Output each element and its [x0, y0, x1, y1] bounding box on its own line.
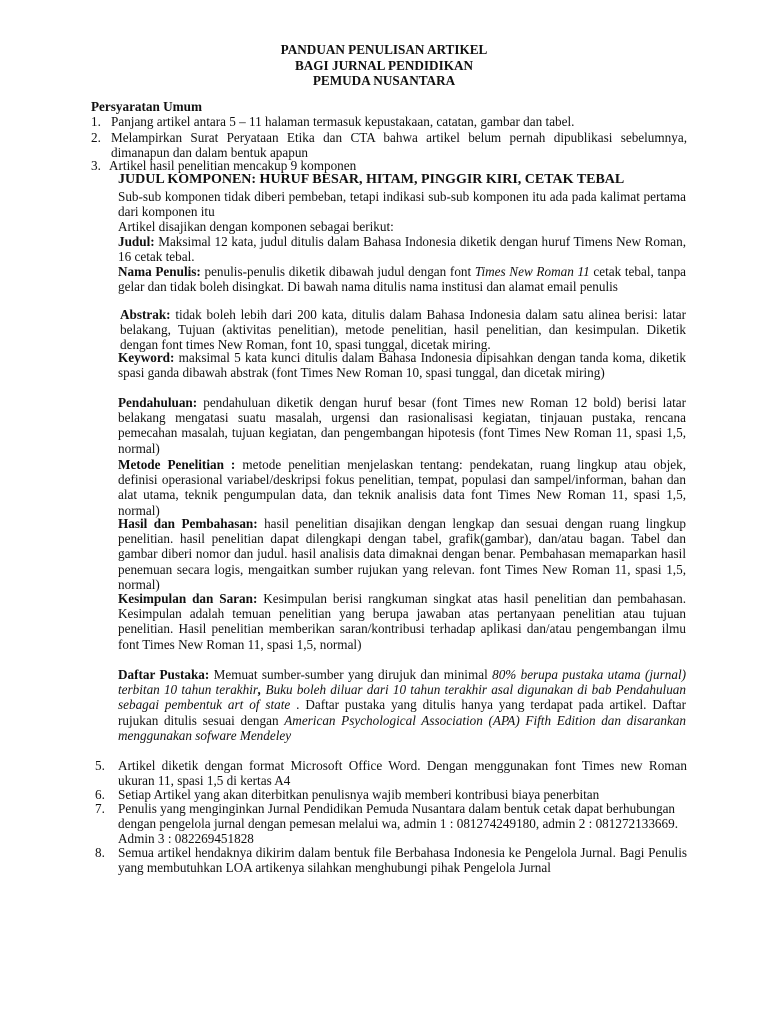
component-text-cont: . Daftar pustaka yang ditulis hanya yang terdapat pada artikel. Daftar rujukan ditulis sesuai dengan — [118, 697, 686, 728]
item-number: 6. — [95, 787, 105, 802]
component-text: pendahuluan diketik dengan huruf besar (font Times new Roman 12 bold) berisi latar belakang mengatasi suatu masalah, urgensi dan rasionalisasi kegiatan, tinjauan pustaka, rencana pemecahan masalah, tujuan kegiatan, dan pengembangan hipotesis (font Times New Roman 11, spasi 1,5, normal) — [118, 395, 686, 456]
item-number: 8. — [95, 845, 105, 860]
list-item-3 — [91, 158, 687, 173]
component-text: Kesimpulan berisi rangkuman singkat atas hasil penelitian dan pembahasan. Kesimpulan adalah temuan penelitian yang berupa jawaban atas pertanyaan penelitian atau tujuan penelitian. Hasil penelitian memberikan saran/kontribusi terhadap aplikasi dan/atau pengembangan ilmu font Times New Roman 11, spasi 1,5, normal) — [118, 591, 686, 652]
document-title — [0, 42, 768, 89]
list-item-5 — [95, 758, 687, 788]
item-text: Semua artikel hendaknya dikirim dalam bentuk file Berbahasa Indonesia ke Pengelola Jurnal. Bagi Penulis yang membutuhkan LOA artikenya silahkan menghubungi pihak Pengelola Jurnal — [118, 845, 687, 876]
component-label: Hasil dan Pembahasan: — [118, 516, 258, 531]
component-hasil — [118, 516, 686, 592]
list-item-6 — [95, 787, 687, 802]
list-item-8 — [95, 845, 687, 875]
component-keyword — [118, 350, 686, 380]
list-item-7 — [95, 801, 687, 847]
component-text: penulis-penulis diketik dibawah judul dengan font — [200, 264, 475, 279]
item-number: 5. — [95, 758, 105, 773]
components-intro-2: Artikel disajikan dengan komponen sebagai berikut: — [118, 219, 394, 234]
item-text: Artikel diketik dengan format Microsoft Office Word. Dengan menggunakan font Times new Roman ukuran 11, spasi 1,5 di kertas A4 — [118, 758, 687, 789]
component-metode — [118, 457, 686, 518]
component-text: maksimal 5 kata kunci ditulis dalam Bahasa Indonesia dipisahkan dengan tanda koma, diketik spasi ganda dibawah abstrak (font Times New Roman 10, spasi tunggal, dan dicetak miring) — [118, 350, 686, 381]
component-abstrak — [120, 307, 686, 353]
component-label: Pendahuluan: — [118, 395, 198, 410]
component-label: Metode Penelitian : — [118, 457, 236, 472]
section-heading: Persyaratan Umum — [91, 99, 202, 114]
component-italic-text-3: American Psychological Association (APA) Fifth Edition dan disarankan menggunakan sofware Mendeley — [118, 712, 686, 743]
component-bold-comma: , — [258, 682, 262, 698]
item-text: Panjang artikel antara 5 – 11 halaman termasuk kepustakaan, catatan, gambar dan tabel. — [111, 114, 575, 129]
component-text: Maksimal 12 kata, judul ditulis dalam Bahasa Indonesia diketik dengan huruf Timens New Roman, 16 cetak tebal. — [118, 234, 686, 265]
component-nama-penulis — [118, 264, 686, 294]
components-intro: Sub-sub komponen tidak diberi pembeban, tetapi indikasi sub-sub komponen itu ada pada kalimat pertama dari komponen itu — [118, 189, 686, 220]
component-font-name: Times New Roman 11 — [474, 264, 590, 279]
component-text: tidak boleh lebih dari 200 kata, ditulis dalam Bahasa Indonesia dalam satu alinea berisi: latar belakang, Tujuan (aktivitas penelitian), metode penelitian, hasil penelitian, dan kesimpulan. Diketik dengan font times New Roman, font 10, spasi tunggal, dicetak miring. — [120, 307, 686, 353]
title-line-2: BAGI JURNAL PENDIDIKAN — [294, 57, 474, 73]
component-italic-text: 80% berupa pustaka utama (jurnal) terbitan 10 tahun terakhir — [118, 667, 686, 698]
item-number: 1. — [91, 114, 101, 129]
list-item-2 — [91, 130, 687, 160]
component-text-cont: cetak tebal, tanpa gelar dan tidak boleh disingkat. Di bawah nama ditulis nama institusi dan alamat email penulis — [118, 264, 687, 295]
item-text: Artikel hasil penelitian mencakup 9 komponen — [109, 158, 357, 173]
title-line-3: PEMUDA NUSANTARA — [312, 73, 456, 88]
item-number: 7. — [95, 801, 105, 816]
item-text: Melampirkan Surat Peryataan Etika dan CTA bahwa artikel belum pernah dipublikasi sebelumnya, dimanapun dan dalam bentuk apapun — [111, 130, 687, 161]
component-label: Keyword: — [118, 350, 175, 365]
component-text: Memuat sumber-sumber yang dirujuk dan minimal — [209, 667, 493, 682]
component-label: Nama Penulis: — [118, 264, 201, 279]
component-pendahuluan — [118, 395, 686, 456]
components-heading: JUDUL KOMPONEN: HURUF BESAR, HITAM, PINGGIR KIRI, CETAK TEBAL — [118, 172, 625, 187]
component-kesimpulan — [118, 591, 686, 652]
component-daftar-pustaka — [118, 667, 686, 743]
component-label: Daftar Pustaka: — [118, 667, 210, 682]
component-italic-text-2: Buku boleh diluar dari 10 tahun terakhir asal digunakan di bab Pendahuluan sebagai pembentuk art of state — [118, 682, 686, 713]
title-line-1: PANDUAN PENULISAN ARTIKEL — [280, 42, 488, 57]
item-text: Setiap Artikel yang akan diterbitkan penulisnya wajib memberi kontribusi biaya penerbitan — [118, 787, 600, 802]
list-item-1 — [91, 114, 687, 129]
component-text: metode penelitian menjelaskan tentang: pendekatan, ruang lingkup atau objek, definisi operasional variabel/deskripsi fokus penelitian, tempat, populasi dan sampel/informan, bahan dan alat utama, teknik pengumpulan data, dan teknik analisis data font Times New Roman 11, spasi 1,5, normal) — [118, 457, 686, 518]
component-text: hasil penelitian disajikan dengan lengkap dan sesuai dengan ruang lingkup penelitian. hasil penelitian dapat dilengkapi dengan tabel, grafik(gambar), dan/atau bagan. Tabel dan gambar diberi nomor dan judul. hasil analisis data dimaknai dengan benar. Pembahasan memaparkan hasil penemuan secara logis, mengaitkan sumber rujukan yang relevan. font Times New Roman 11, spasi 1,5, normal) — [118, 516, 687, 592]
item-text: Penulis yang menginginkan Jurnal Pendidikan Pemuda Nusantara dalam bentuk cetak dapat berhubungan dengan pengelola jurnal dengan pemesan melalui wa, admin 1 : 081274249180, admin 2 : 081272133669. Admin 3 : 082269451828 — [118, 801, 678, 847]
component-label: Kesimpulan dan Saran: — [118, 591, 258, 606]
component-label: Abstrak: — [120, 307, 171, 322]
component-judul — [118, 234, 686, 264]
item-number: 3. — [91, 158, 101, 173]
item-number: 2. — [91, 130, 101, 145]
component-label: Judul: — [118, 234, 155, 249]
